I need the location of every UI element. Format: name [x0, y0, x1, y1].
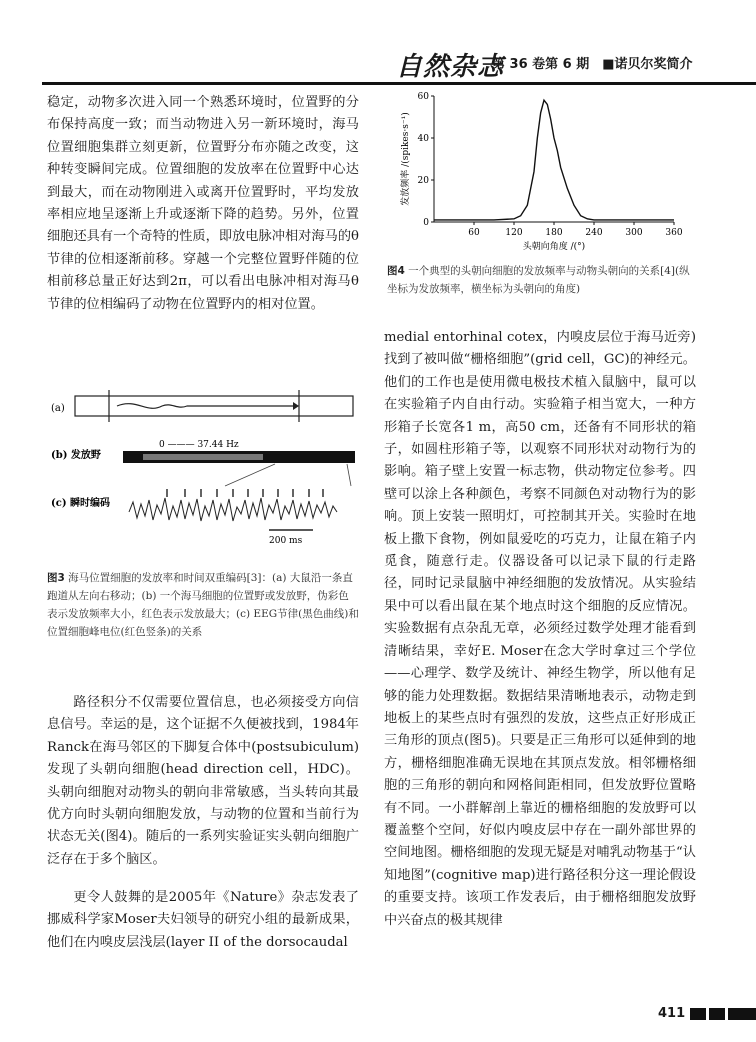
paragraph-text: 路径积分不仅需要位置信息，也必须接受方向信息信号。幸运的是，这个证据不久便被找到，1984年Ranck在海马邻区的下脚复合体中(postsubiculum)发现了头朝向细胞(head direction cell，HDC)。头朝向细胞对动物头的朝向非常敏感，当头转向其最优方向时头朝向细胞发放，与动物的位置和当前行为状态无关(图4)。随后的一系列实验证实头朝向细胞广泛存在于多个脑区。: [47, 695, 359, 867]
fig3-label-b: (b) 发放野: [51, 450, 101, 461]
left-paragraph-1: [47, 92, 359, 316]
header-rule: [42, 82, 756, 85]
caption-text: 一个典型的头朝向细胞的发放频率与动物头朝向的关系[4](纵坐标为发放频率，横坐标为头朝向的角度): [387, 265, 690, 295]
y-axis-label: 发放频率 /(spikes·s⁻¹): [401, 112, 411, 206]
firing-field-peak: [143, 454, 263, 460]
zoom-line-left: [225, 464, 275, 486]
firing-rate-curve: [434, 100, 674, 220]
fig3-label-c: (c) 瞬时编码: [51, 498, 111, 509]
x-tick-label: 180: [545, 228, 563, 238]
figure-4-chart: [392, 86, 692, 256]
paragraph-text: medial entorhinal cotex，内嗅皮层位于海马近旁)找到了被叫做“栅格细胞”(grid cell，GC)的神经元。他们的工作也是使用微电极技术植入鼠脑中，鼠可以在实验箱子内自由行动。实验箱子相当宽大，一种方形箱子长宽各1 m，高50 cm，还备有不同形状的箱子，如圆柱形箱子等，以观察不同形状对动物行为的影响。箱子壁上安置一标志物，供动物定位参考。四壁可以涂上各种颜色，考察不同颜色对动物行为的影响。顶上安装一照明灯，可控制其开关。实验时在地板上撒下食物，例如鼠爱吃的巧克力，让鼠在箱子内觅食，随意行走。仪器设备可以记录下鼠的行走路径，同时记录鼠脑中神经细胞的发放情况。从实验结果中可以看出鼠在某个地点时这个细胞的反应情况。实验数据有点杂乱无章，必须经过数学处理才能看到清晰结果，幸好E. Moser在念大学时拿过三个学位——心理学、数学及统计、神经生物学，所以他有足够的能力处理数据。数据结果清晰地表示，动物走到地板上的某些点时有强烈的发放，这些点正好形成正三角形的顶点(图5)。只要是正三角形可以延伸到的地方，栅格细胞准确无误地在其顶点发放。相邻栅格细胞的三角形的朝向和网格间距相同，但发放野位置略有不同。一小群解剖上靠近的栅格细胞的发放野可以覆盖整个空间，好似内嗅皮层中存在一副外部世界的空间地图。栅格细胞的发现无疑是对哺乳动物基于“认知地图”(cognitive map)进行路径积分这一理论假设的重要支持。该项工作发表后，由于栅格细胞发放野中兴奋点的极其规律: [384, 330, 696, 928]
y-tick-label: 0: [423, 218, 429, 228]
eeg-trace: [129, 498, 337, 521]
rate-label: 0 ——— 37.44 Hz: [159, 440, 239, 450]
footer-block-2: [709, 1008, 725, 1020]
chart-axes: [434, 96, 674, 222]
x-tick-label: 300: [625, 228, 643, 238]
x-tick-label: 360: [665, 228, 683, 238]
left-paragraph-3: [47, 887, 359, 954]
page-header: [0, 44, 756, 80]
y-tick-label: 20: [417, 176, 429, 186]
right-paragraph-1: [384, 327, 696, 932]
y-tick-label: 40: [417, 134, 429, 144]
issue-info: 第 36 卷第 6 期 ■诺贝尔奖简介: [492, 57, 693, 72]
journal-logo: 自然杂志: [396, 52, 505, 82]
caption-text: 海马位置细胞的发放率和时间双重编码[3]：(a) 大鼠沿一条直跑道从左向右移动；(b) 一个海马细胞的位置野或发放野，伪彩色表示发放频率大小，红色表示发放最大；(c) EEG节律(黑色曲线)和位置细胞峰电位(红色竖条)的关系: [47, 572, 359, 638]
caption-label: 图4: [387, 265, 405, 277]
x-tick-label: 240: [585, 228, 603, 238]
x-tick-label: 60: [468, 228, 480, 238]
paragraph-text: 稳定，动物多次进入同一个熟悉环境时，位置野的分布保持高度一致；而当动物进入另一新环境时，海马位置细胞集群立刻更新，位置野分布亦随之改变，这种转变瞬间完成。位置细胞的发放率在位置野中心达到最大，而在动物刚进入或离开位置野时，平均发放率相应地呈逐渐上升或逐渐下降的趋势。另外，位置细胞还具有一个奇特的性质，即放电脉冲相对海马的θ节律的位相逐渐前移。穿越一个完整位置野伴随的位相前移总量正好达到2π，可以看出电脉冲相对海马θ节律的位相编码了动物在位置野内的相对位置。: [47, 95, 359, 312]
left-paragraph-2: [47, 692, 359, 871]
fig3-label-a: (a): [51, 403, 65, 414]
footer-block-1: [690, 1008, 706, 1020]
x-axis-label: 头朝向角度 /(°): [522, 242, 586, 252]
paragraph-text: 更令人鼓舞的是2005年《Nature》杂志发表了挪威科学家Moser夫妇领导的研究小组的最新成果，他们在内嗅皮层浅层(layer II of the dorsocaudal: [47, 890, 359, 950]
footer-block-3: [728, 1008, 756, 1020]
spike-raster: [167, 489, 323, 497]
rat-path: [117, 404, 293, 409]
figure-3-caption: [47, 569, 359, 641]
figure-3: [47, 390, 359, 555]
figure-4-caption: [387, 262, 699, 298]
caption-label: 图3: [47, 572, 65, 584]
x-tick-label: 120: [505, 228, 523, 238]
arrow-head: [293, 402, 299, 410]
zoom-line-right: [347, 464, 351, 486]
page-number: 411: [658, 1006, 686, 1021]
scale-label: 200 ms: [269, 536, 303, 546]
y-tick-label: 60: [417, 92, 429, 102]
